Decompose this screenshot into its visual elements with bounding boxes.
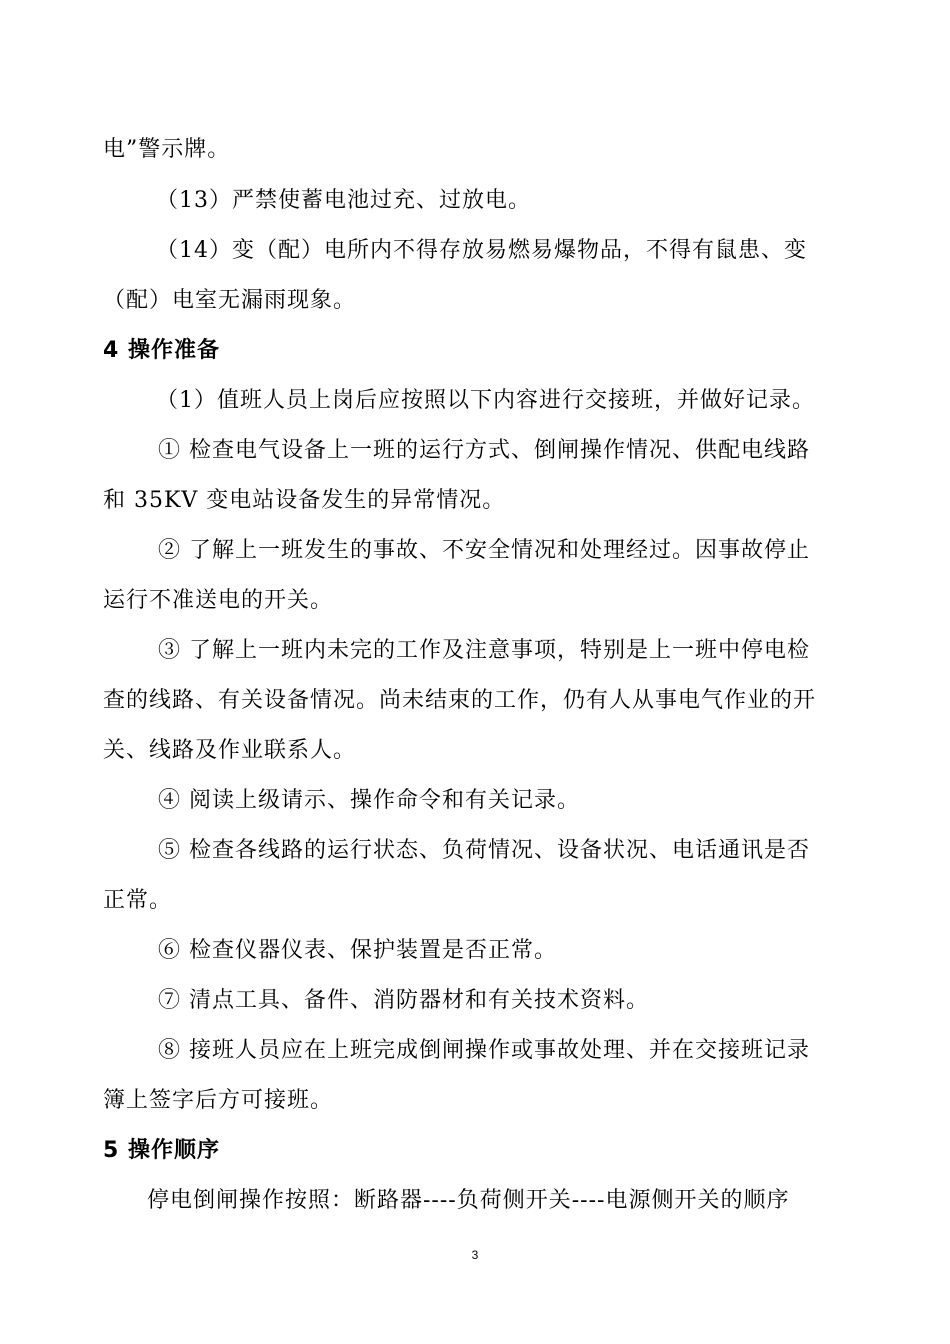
list-item-circled-6: ⑥ 检查仪器仪表、保护装置是否正常。 xyxy=(158,938,557,963)
page-number: 3 xyxy=(471,1248,479,1262)
paragraph-line: 和 35KV 变电站设备发生的异常情况。 xyxy=(103,488,506,513)
list-item-1: （1）值班人员上岗后应按照以下内容进行交接班，并做好记录。 xyxy=(156,388,815,413)
list-item-circled-4: ④ 阅读上级请示、操作命令和有关记录。 xyxy=(158,788,580,813)
paragraph-line: 簿上签字后方可接班。 xyxy=(103,1088,334,1113)
list-item-14: （14）变（配）电所内不得存放易燃易爆物品，不得有鼠患、变 xyxy=(156,238,807,263)
list-item-circled-7: ⑦ 清点工具、备件、消防器材和有关技术资料。 xyxy=(158,988,649,1013)
list-item-circled-5: ⑤ 检查各线路的运行状态、负荷情况、设备状况、电话通讯是否 xyxy=(158,838,810,863)
list-item-circled-2: ② 了解上一班发生的事故、不安全情况和处理经过。因事故停止 xyxy=(158,538,810,563)
paragraph-line: （配）电室无漏雨现象。 xyxy=(103,288,357,313)
paragraph-line: 查的线路、有关设备情况。尚未结束的工作，仍有人从事电气作业的开 xyxy=(103,688,817,713)
paragraph-line: 停电倒闸操作按照：断路器----负荷侧开关----电源侧开关的顺序 xyxy=(147,1188,790,1213)
paragraph-line: 关、线路及作业联系人。 xyxy=(103,738,357,763)
list-item-circled-3: ③ 了解上一班内未完的工作及注意事项，特别是上一班中停电检 xyxy=(158,638,810,663)
list-item-13: （13）严禁使蓄电池过充、过放电。 xyxy=(156,188,531,213)
section-heading-operation-order: 5 操作顺序 xyxy=(103,1138,220,1163)
paragraph-line: 正常。 xyxy=(103,888,173,913)
list-item-circled-1: ① 检查电气设备上一班的运行方式、倒闸操作情况、供配电线路 xyxy=(158,438,810,463)
list-item-circled-8: ⑧ 接班人员应在上班完成倒闸操作或事故处理、并在交接班记录 xyxy=(158,1038,810,1063)
paragraph-line: 电”警示牌。 xyxy=(103,137,231,162)
section-heading-operation-prep: 4 操作准备 xyxy=(103,338,220,363)
paragraph-line: 运行不准送电的开关。 xyxy=(103,588,334,613)
